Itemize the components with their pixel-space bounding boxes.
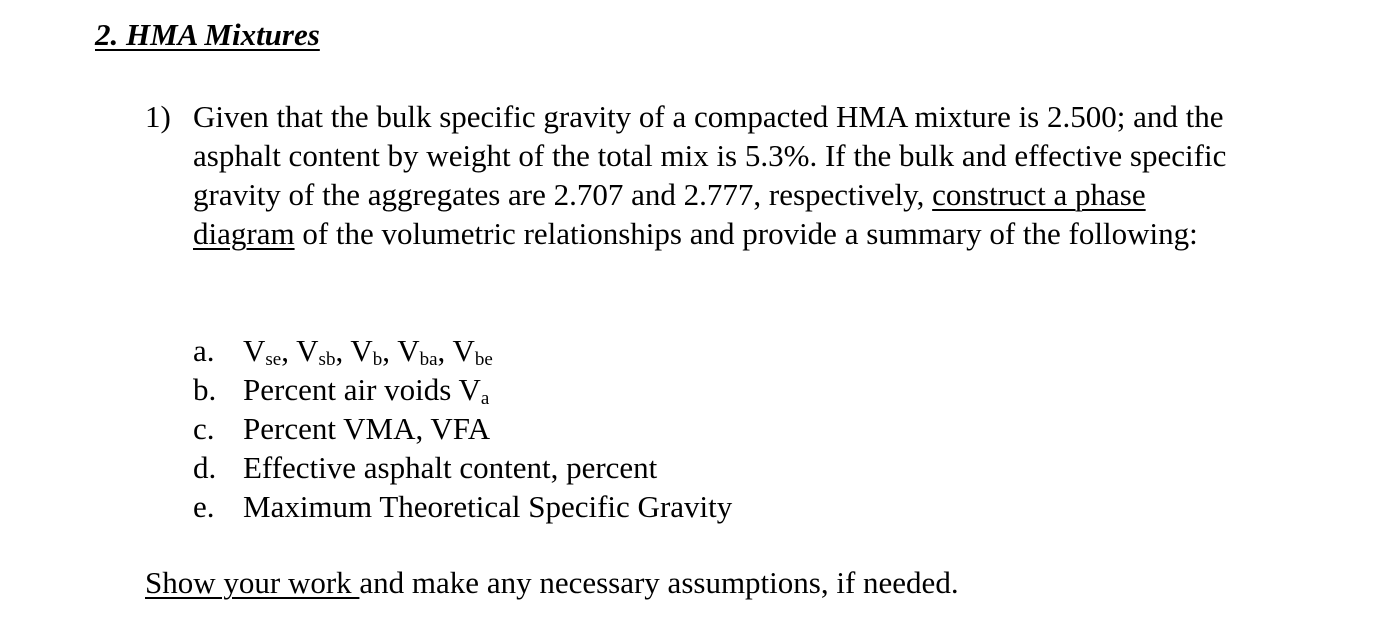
list-item [193, 448, 1093, 487]
footer-underlined: Show your work [145, 565, 360, 600]
question-text-underlined: construct a phase diagram [193, 177, 1146, 251]
sub-question-list [193, 331, 1093, 526]
list-item-letter: a. [193, 333, 215, 368]
list-item-text-segment: Percent air voids V [243, 372, 481, 407]
list-item [193, 409, 1093, 448]
list-item-text [243, 331, 493, 370]
list-item-text-segment: Percent VMA, VFA [243, 411, 491, 446]
question-text [193, 97, 1253, 253]
list-item-text [243, 487, 732, 526]
list-item [193, 370, 1093, 409]
list-item-letter: c. [193, 411, 215, 446]
list-item-text [243, 409, 490, 448]
subscript: ba [419, 349, 438, 370]
list-item-text-segment: Effective asphalt content, percent [243, 450, 658, 485]
list-item-letter: b. [193, 372, 217, 407]
section-title: 2. HMA Mixtures [95, 17, 320, 52]
list-item [193, 331, 1093, 370]
list-item-text-segment: Maximum Theoretical Specific Gravity [243, 489, 733, 524]
list-item-text-segment: , V [437, 333, 475, 368]
list-item-text-segment: , V [335, 333, 373, 368]
list-item-text-segment: V [243, 333, 266, 368]
list-item-text-segment: , V [382, 333, 420, 368]
list-item [193, 487, 1093, 526]
subscript: be [474, 349, 493, 370]
list-item-text-segment: , V [281, 333, 319, 368]
list-item-text [243, 448, 657, 487]
instructions-footer [145, 563, 959, 602]
subscript: se [265, 349, 282, 370]
question-number: 1) [145, 99, 171, 134]
list-item-letter: e. [193, 489, 215, 524]
footer-rest: and make any necessary assumptions, if needed. [359, 565, 959, 600]
question-text-part2: of the volumetric relationships and provide a summary of the following: [302, 216, 1198, 251]
question-text-part1: Given that the bulk specific gravity of a compacted HMA mixture is 2.500; and the asphalt content by weight of the total mix is 5.3%. If the bulk and effective specific gravity of the aggregates are 2.707 and 2.777, respectively, [193, 99, 1227, 212]
list-item-letter: d. [193, 450, 217, 485]
subscript: a [480, 388, 490, 409]
list-item-text [243, 370, 489, 409]
subscript: b [372, 349, 383, 370]
subscript: sb [318, 349, 336, 370]
